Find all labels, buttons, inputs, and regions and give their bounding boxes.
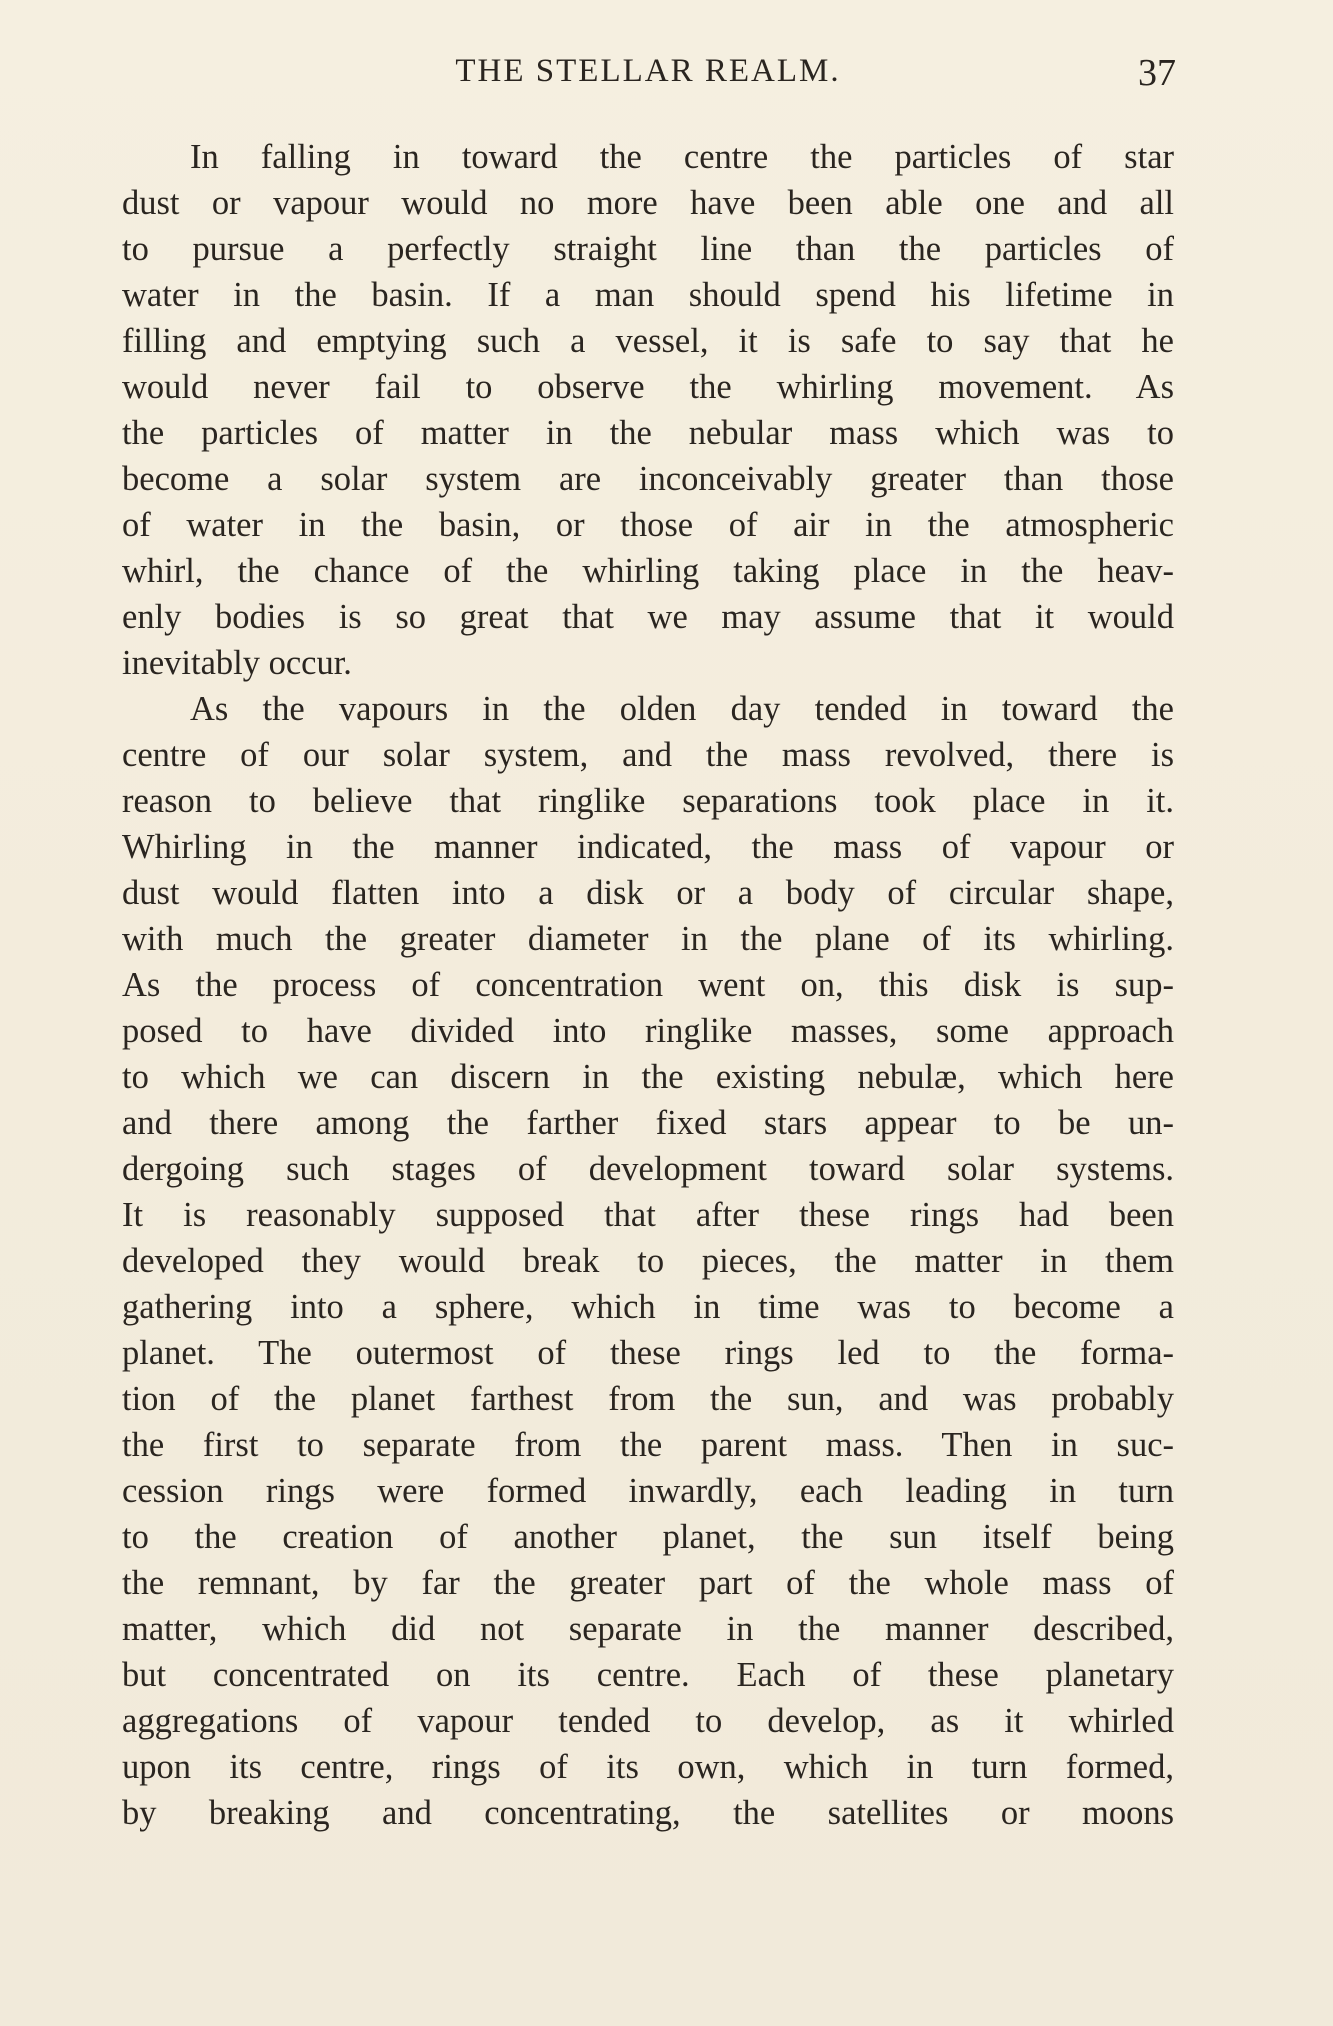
text-line: gathering into a sphere, which in time was to become a <box>122 1288 1174 1326</box>
paragraph-2 <box>122 686 1174 1836</box>
text-line: to the creation of another planet, the sun itself being <box>122 1518 1174 1556</box>
text-line: reason to believe that ringlike separations took place in it. <box>122 782 1174 820</box>
text-line: water in the basin. If a man should spend his lifetime in <box>122 276 1174 314</box>
text-line: upon its centre, rings of its own, which in turn formed, <box>122 1748 1174 1786</box>
text-line: to pursue a perfectly straight line than the particles of <box>122 230 1174 268</box>
text-line: inevitably occur. <box>122 644 352 682</box>
text-line: the particles of matter in the nebular mass which was to <box>122 414 1174 452</box>
text-line: and there among the farther fixed stars appear to be un- <box>122 1104 1174 1142</box>
paragraph-1 <box>122 134 1174 686</box>
text-line: dust or vapour would no more have been able one and all <box>122 184 1174 222</box>
text-line: filling and emptying such a vessel, it is safe to say that he <box>122 322 1174 360</box>
text-line: aggregations of vapour tended to develop, as it whirled <box>122 1702 1174 1740</box>
text-line: centre of our solar system, and the mass revolved, there is <box>122 736 1174 774</box>
text-line: cession rings were formed inwardly, each leading in turn <box>122 1472 1174 1510</box>
text-line: matter, which did not separate in the manner described, <box>122 1610 1174 1648</box>
text-line: whirl, the chance of the whirling taking place in the heav- <box>122 552 1174 590</box>
text-line: by breaking and concentrating, the satellites or moons <box>122 1794 1174 1832</box>
text-line: enly bodies is so great that we may assume that it would <box>122 598 1174 636</box>
text-line: As the process of concentration went on, this disk is sup- <box>122 966 1174 1004</box>
text-line: with much the greater diameter in the plane of its whirling. <box>122 920 1174 958</box>
text-line: It is reasonably supposed that after these rings had been <box>122 1196 1174 1234</box>
body-text <box>122 134 1174 1836</box>
text-line: to which we can discern in the existing nebulæ, which here <box>122 1058 1174 1096</box>
text-line: the first to separate from the parent mass. Then in suc- <box>122 1426 1174 1464</box>
page-number: 37 <box>1138 52 1176 94</box>
text-line: posed to have divided into ringlike masses, some approach <box>122 1012 1174 1050</box>
running-head <box>120 46 1176 96</box>
text-line: planet. The outermost of these rings led to the forma- <box>122 1334 1174 1372</box>
text-line: tion of the planet farthest from the sun, and was probably <box>122 1380 1174 1418</box>
text-line: As the vapours in the olden day tended in toward the <box>190 690 1174 728</box>
text-line: become a solar system are inconceivably greater than those <box>122 460 1174 498</box>
running-title: THE STELLAR REALM. <box>455 53 841 89</box>
text-line: the remnant, by far the greater part of the whole mass of <box>122 1564 1174 1602</box>
text-line: dust would flatten into a disk or a body of circular shape, <box>122 874 1174 912</box>
text-line: dergoing such stages of development toward solar systems. <box>122 1150 1174 1188</box>
text-line: of water in the basin, or those of air in the atmospheric <box>122 506 1174 544</box>
text-line: developed they would break to pieces, the matter in them <box>122 1242 1174 1280</box>
text-line: but concentrated on its centre. Each of these planetary <box>122 1656 1174 1694</box>
text-line: In falling in toward the centre the particles of star <box>190 138 1174 176</box>
text-line: would never fail to observe the whirling movement. As <box>122 368 1174 406</box>
text-line: Whirling in the manner indicated, the mass of vapour or <box>122 828 1174 866</box>
